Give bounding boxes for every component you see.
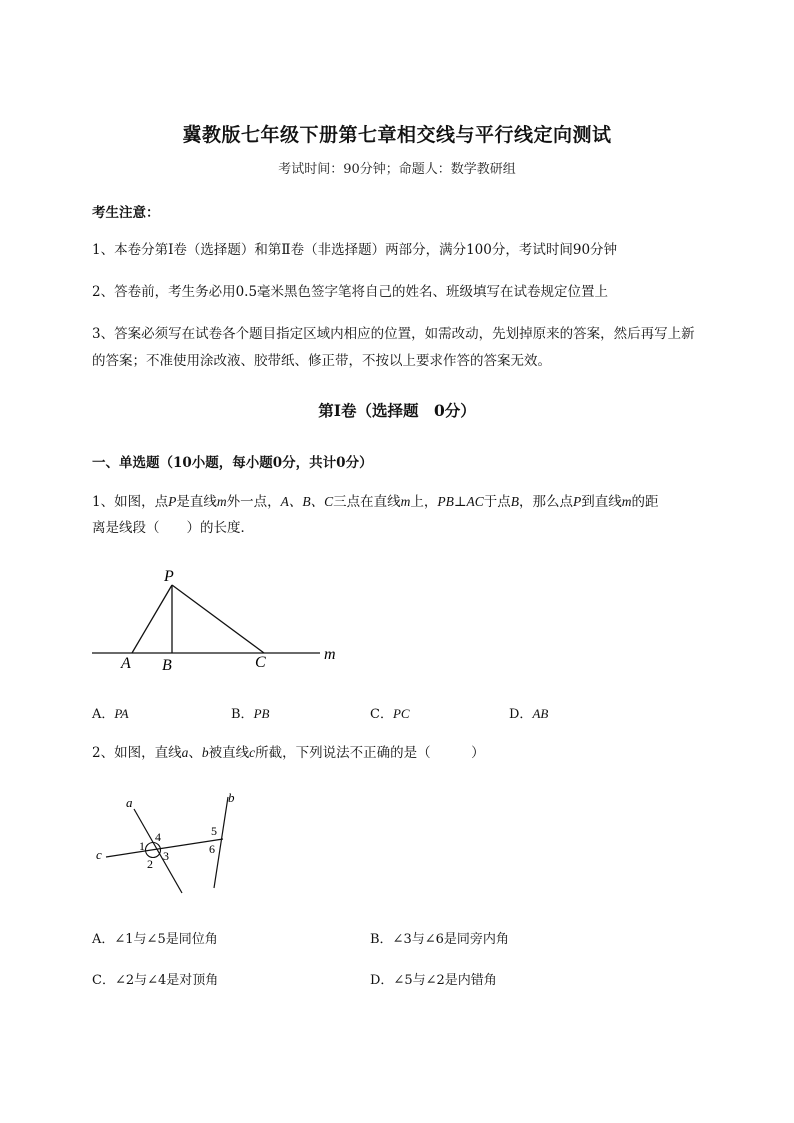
- label-m: m: [324, 646, 336, 663]
- notice-item-3: 3、答案必须写在试卷各个题目指定区域内相应的位置，如需改动，先划掉原来的答案，然后再写上新: [92, 326, 695, 342]
- q1-option-b[interactable]: B．PB: [231, 706, 270, 722]
- exam-info: 考试时间：90分钟；命题人：数学教研组: [278, 162, 516, 177]
- notice-item-1: 1、本卷分第I卷（选择题）和第Ⅱ卷（非选择题）两部分，满分100分，考试时间90分钟: [92, 242, 618, 258]
- line-b: [214, 797, 228, 888]
- part-title: 第I卷（选择题 0分）: [318, 401, 476, 420]
- q2-option-c[interactable]: C．∠2与∠4是对顶角: [92, 973, 219, 988]
- segment-pc: [172, 585, 264, 653]
- question-1-line-2: 离是线段（ ）的长度．: [92, 520, 254, 536]
- label-p: P: [164, 568, 174, 585]
- notice-heading: 考生注意：: [92, 205, 160, 221]
- label-c: c: [96, 847, 102, 862]
- angle-label-5: 5: [211, 824, 217, 838]
- question-2-figure: [90, 787, 260, 897]
- q2-option-b[interactable]: B．∠3与∠6是同旁内角: [370, 932, 509, 947]
- angle-label-1: 1: [139, 839, 145, 853]
- angle-label-3: 3: [163, 849, 169, 863]
- question-2-stem: 2、如图，直线a、b被直线c所截，下列说法不正确的是（ ）: [92, 745, 485, 761]
- q1-option-a[interactable]: A．PA: [92, 706, 129, 722]
- angle-label-4: 4: [155, 830, 161, 844]
- label-b: B: [162, 657, 172, 674]
- angle-label-6: 6: [209, 842, 215, 856]
- label-c: C: [255, 654, 266, 671]
- angle-label-2: 2: [147, 857, 153, 871]
- section-title: 一、单选题（10小题，每小题0分，共计0分）: [92, 455, 373, 471]
- q2-option-a[interactable]: A．∠1与∠5是同位角: [92, 932, 218, 947]
- question-1-line-1: 1、如图，点P是直线m外一点，A、B、C三点在直线m上，PB⊥AC于点B，那么点P到直线m的距: [92, 494, 659, 510]
- page-title: 冀教版七年级下册第七章相交线与平行线定向测试: [182, 124, 612, 146]
- question-1-figure: [88, 560, 358, 680]
- segment-pa: [132, 585, 172, 653]
- q1-option-c[interactable]: C．PC: [370, 706, 410, 722]
- label-b: b: [228, 790, 235, 805]
- notice-item-3-cont: 的答案；不准使用涂改液、胶带纸、修正带，不按以上要求作答的答案无效。: [92, 353, 551, 369]
- q1-option-d[interactable]: D．AB: [509, 706, 549, 722]
- q2-option-d[interactable]: D．∠5与∠2是内错角: [370, 973, 497, 988]
- label-a: a: [126, 795, 133, 810]
- label-a: A: [121, 655, 131, 672]
- notice-item-2: 2、答卷前，考生务必用0.5毫米黑色签字笔将自己的姓名、班级填写在试卷规定位置上: [92, 284, 609, 300]
